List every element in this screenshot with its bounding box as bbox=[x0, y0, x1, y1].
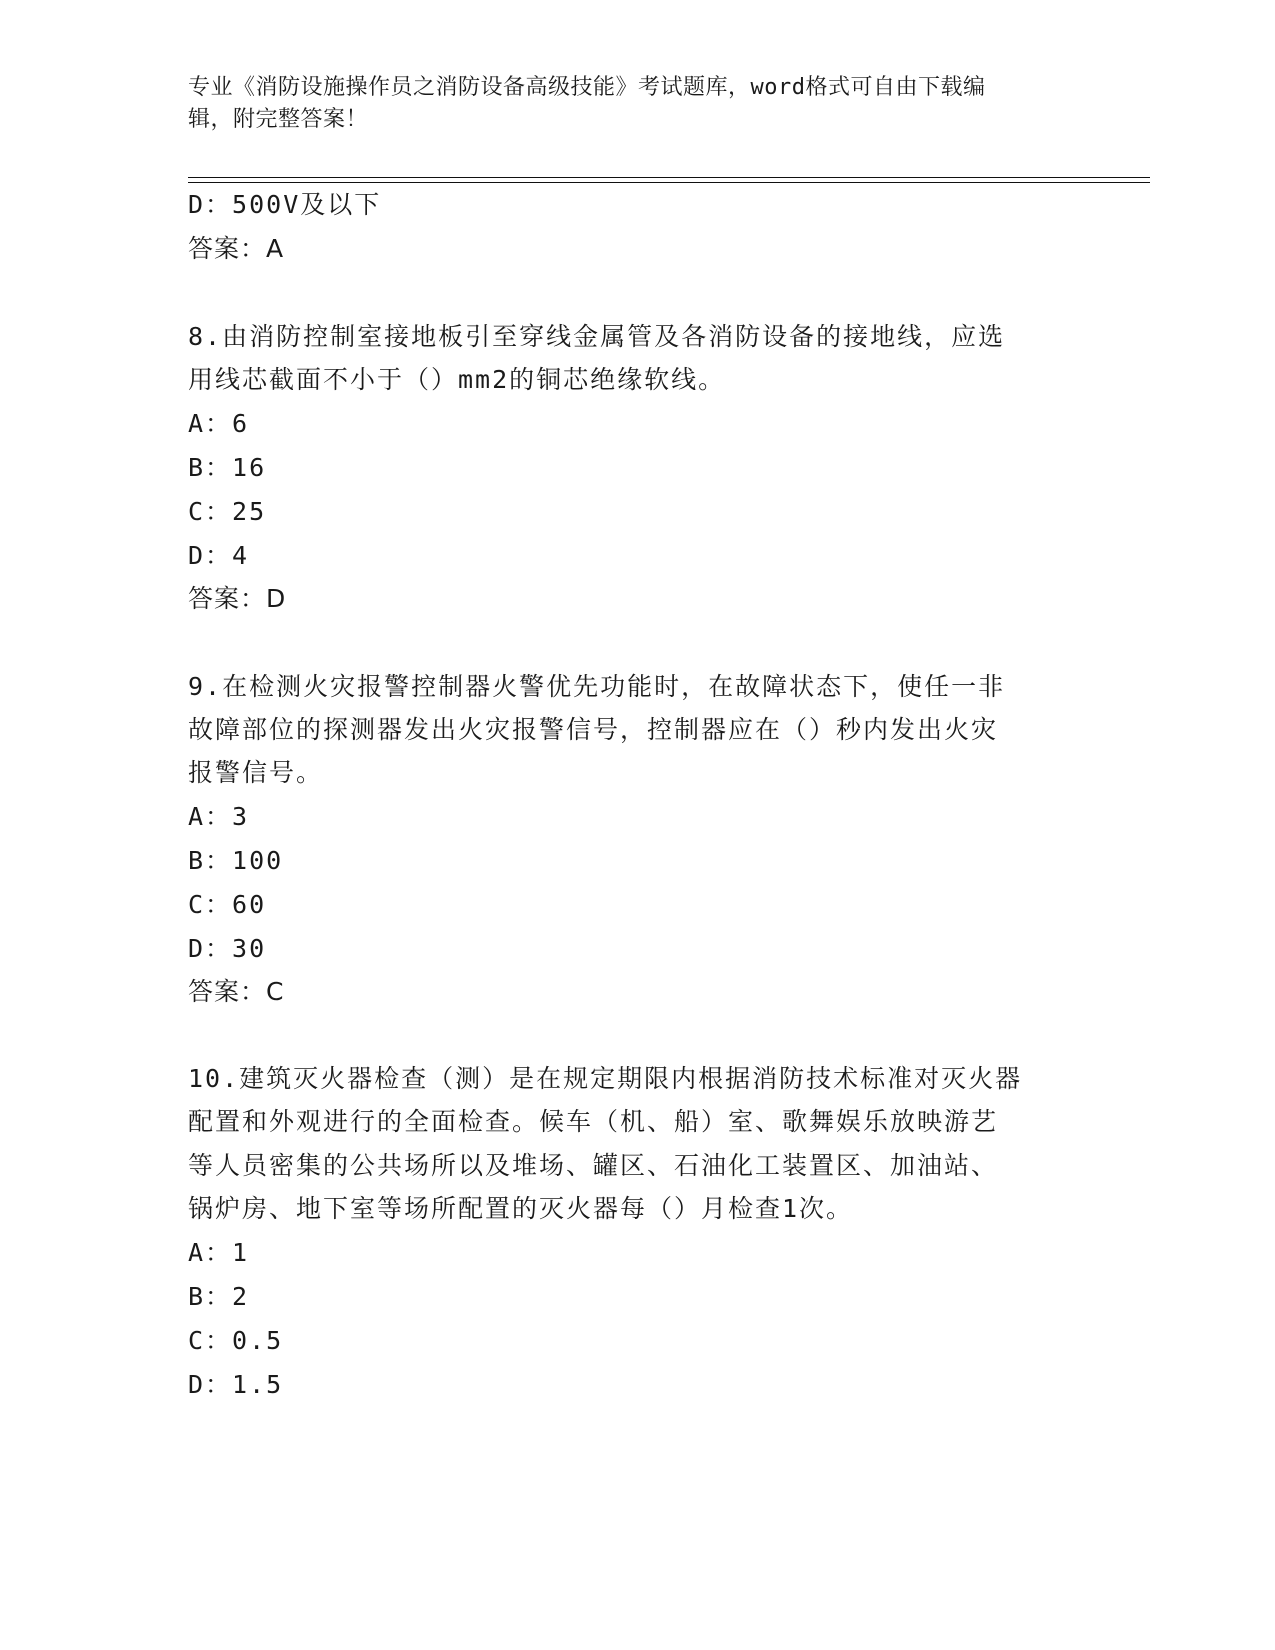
question-8-answer: 答案：D bbox=[188, 584, 287, 613]
question-10-option-c: C：0.5 bbox=[188, 1326, 284, 1355]
question-8-option-d: D：4 bbox=[188, 541, 250, 570]
question-10-stem-line-1: 10.建筑灭火器检查（测）是在规定期限内根据消防技术标准对灭火器 bbox=[188, 1064, 1023, 1093]
question-9-option-b: B：100 bbox=[188, 846, 284, 875]
option-d: D：500V及以下 bbox=[188, 190, 382, 219]
header-divider-top bbox=[188, 177, 1150, 178]
question-10-stem-line-4: 锅炉房、地下室等场所配置的灭火器每（）月检查1次。 bbox=[188, 1194, 854, 1223]
question-10-stem-line-2: 配置和外观进行的全面检查。候车（机、船）室、歌舞娱乐放映游艺 bbox=[188, 1107, 999, 1136]
question-10-option-a: A：1 bbox=[188, 1238, 250, 1267]
question-10-option-b: B：2 bbox=[188, 1282, 250, 1311]
question-9-option-c: C：60 bbox=[188, 890, 267, 919]
document-header bbox=[188, 72, 1088, 136]
question-10-stem-line-3: 等人员密集的公共场所以及堆场、罐区、石油化工装置区、加油站、 bbox=[188, 1151, 999, 1180]
header-divider-bottom bbox=[188, 182, 1150, 183]
question-10-option-d: D：1.5 bbox=[188, 1370, 284, 1399]
question-9-option-d: D：30 bbox=[188, 934, 267, 963]
header-line-1: 专业《消防设施操作员之消防设备高级技能》考试题库，word格式可自由下载编 bbox=[188, 75, 986, 100]
question-8-option-b: B：16 bbox=[188, 453, 267, 482]
question-9-option-a: A：3 bbox=[188, 802, 250, 831]
question-8-option-c: C：25 bbox=[188, 497, 267, 526]
answer: 答案：A bbox=[188, 234, 285, 263]
header-line-2: 辑，附完整答案！ bbox=[188, 107, 369, 132]
question-9-answer: 答案：C bbox=[188, 977, 285, 1006]
question-8-stem-line-2: 用线芯截面不小于（）mm2的铜芯绝缘软线。 bbox=[188, 365, 726, 394]
question-9-stem-line-2: 故障部位的探测器发出火灾报警信号，控制器应在（）秒内发出火灾 bbox=[188, 715, 999, 744]
question-9-stem-line-1: 9.在检测火灾报警控制器火警优先功能时，在故障状态下，使任一非 bbox=[188, 672, 1006, 701]
question-8-option-a: A：6 bbox=[188, 409, 250, 438]
question-9-stem-line-3: 报警信号。 bbox=[188, 758, 324, 787]
question-8-stem-line-1: 8.由消防控制室接地板引至穿线金属管及各消防设备的接地线，应选 bbox=[188, 322, 1006, 351]
